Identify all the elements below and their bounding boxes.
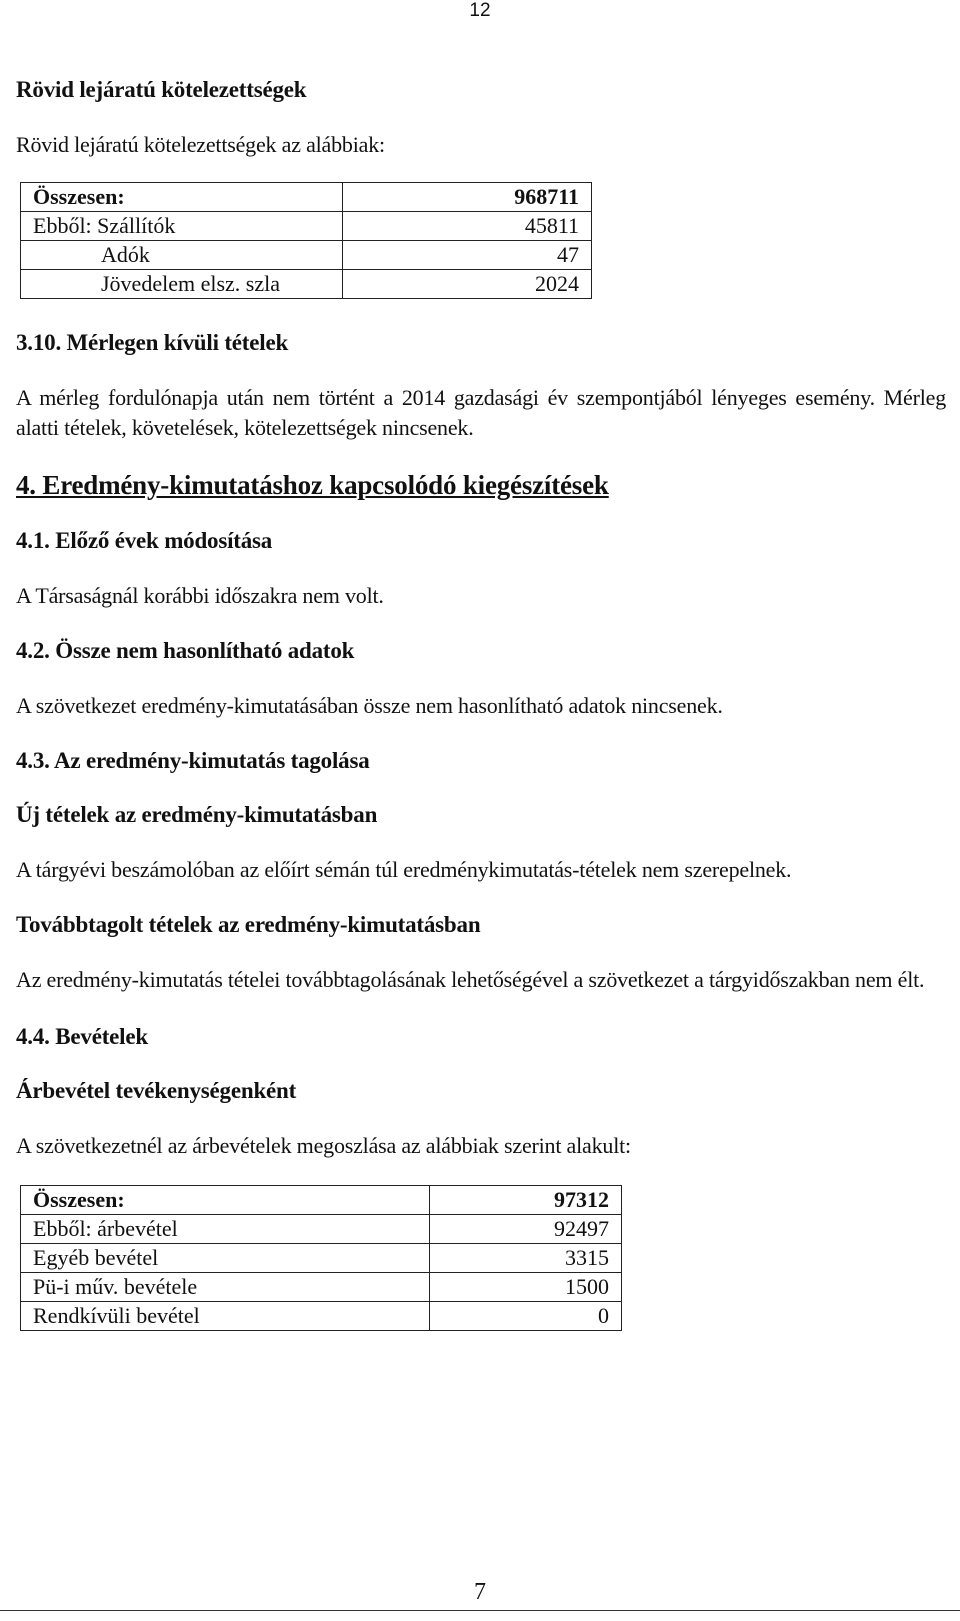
heading-4-1: 4.1. Előző évek módosítása <box>16 528 273 553</box>
table-cell-label: Ebből: Szállítók <box>21 212 343 241</box>
table-row <box>21 183 592 212</box>
heading-income-statement: 4. Eredmény-kimutatáshoz kapcsolódó kiegészítések <box>16 470 609 500</box>
text-new-items: A tárgyévi beszámolóban az előírt sémán túl eredménykimutatás-tételek nem szerepelnek. <box>16 857 792 882</box>
heading-4-4: 4.4. Bevételek <box>16 1024 148 1049</box>
table-cell-label: Egyéb bevétel <box>21 1244 430 1273</box>
table-row <box>21 1215 622 1244</box>
table-cell-value: 2024 <box>342 270 591 299</box>
table-row <box>21 1244 622 1273</box>
table-cell-value: 3315 <box>430 1244 622 1273</box>
table-cell-label: Rendkívüli bevétel <box>21 1302 430 1331</box>
heading-offbalance: 3.10. Mérlegen kívüli tételek <box>16 330 289 355</box>
table-row <box>21 270 592 299</box>
heading-revenue: Árbevétel tevékenységenként <box>16 1078 297 1103</box>
liabilities-table <box>20 182 592 299</box>
table-cell-value: 0 <box>430 1302 622 1331</box>
table-cell-label: Összesen: <box>21 183 343 212</box>
offbalance-text: A mérleg fordulónapja után nem történt a 2014 gazdasági év szempontjából lényeges esemény. Mérleg alatti tételek, követelések, kötelezettségek nincsenek. <box>16 385 946 440</box>
heading-new-items: Új tételek az eredmény-kimutatásban <box>16 802 378 827</box>
table-cell-value: 97312 <box>430 1186 622 1215</box>
short-liabilities-intro: Rövid lejáratú kötelezettségek az alábbiak: <box>16 132 385 157</box>
footer-divider <box>0 1610 960 1611</box>
text-further-items: Az eredmény-kimutatás tételei továbbtagolásának lehetőségével a szövetkezet a tárgyidőszakban nem élt. <box>16 967 925 992</box>
table-cell-label: Adók <box>21 241 343 270</box>
heading-short-liabilities: Rövid lejáratú kötelezettségek <box>16 77 307 102</box>
table-row <box>21 1302 622 1331</box>
table-row <box>21 1186 622 1215</box>
table-cell-label: Ebből: árbevétel <box>21 1215 430 1244</box>
table-cell-label: Jövedelem elsz. szla <box>21 270 343 299</box>
text-4-2: A szövetkezet eredmény-kimutatásában össze nem hasonlítható adatok nincsenek. <box>16 693 723 718</box>
revenue-table <box>20 1185 622 1331</box>
table-row <box>21 241 592 270</box>
text-4-1: A Társaságnál korábbi időszakra nem volt. <box>16 583 384 608</box>
revenue-intro: A szövetkezetnél az árbevételek megoszlása az alábbiak szerint alakult: <box>16 1133 631 1158</box>
heading-4-2: 4.2. Össze nem hasonlítható adatok <box>16 638 355 663</box>
table-cell-value: 45811 <box>342 212 591 241</box>
heading-further-items: Továbbtagolt tételek az eredmény-kimutatásban <box>16 912 481 937</box>
table-cell-value: 47 <box>342 241 591 270</box>
table-cell-value: 968711 <box>342 183 591 212</box>
header-page-number: 12 <box>469 0 491 21</box>
table-cell-value: 92497 <box>430 1215 622 1244</box>
table-row <box>21 212 592 241</box>
table-row <box>21 1273 622 1302</box>
table-cell-value: 1500 <box>430 1273 622 1302</box>
document-body <box>16 76 946 1331</box>
heading-4-3: 4.3. Az eredmény-kimutatás tagolása <box>16 748 370 773</box>
footer-page-number: 7 <box>474 1579 486 1605</box>
table-cell-label: Összesen: <box>21 1186 430 1215</box>
table-cell-label: Pü-i műv. bevétele <box>21 1273 430 1302</box>
